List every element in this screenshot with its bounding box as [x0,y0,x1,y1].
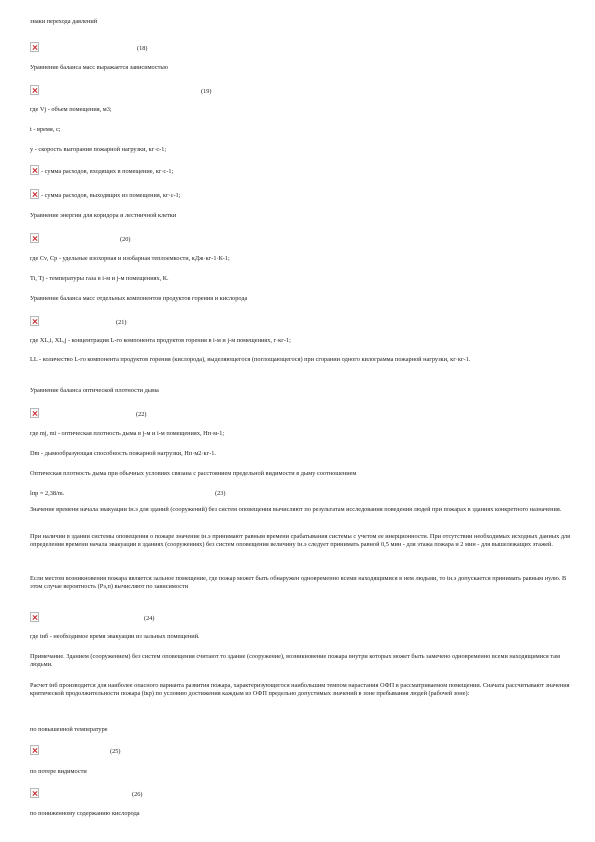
equation-number: (26) [132,791,143,798]
text-line: где mj, mi - оптическая плотность дыма в j-м и i-м помещениях, Нп·м-1; [30,430,225,437]
sum-inflow-row [30,165,575,177]
equation-20 [30,233,575,245]
text-line: Уравнение баланса масс выражается зависимостью [30,64,168,71]
equation-number: (25) [110,748,121,755]
text-line: t - время, с; [30,126,61,133]
text-line: - сумма расходов, выходящих из помещения, кг·с-1; [41,192,181,199]
broken-image-icon [30,788,39,798]
text-paragraph: Значение времени начала эвакуации tн.э для зданий (сооружений) без систем оповещения вычисляют по результатам исследования поведения людей при пожарах в зданиях конкретного назначения. [30,506,562,513]
broken-image-icon [30,316,39,326]
broken-image-icon [30,85,39,95]
equation-number: (18) [137,45,148,52]
text-line: Dm - дымообразующая способность пожарной нагрузки, Нп·м2·кг-1. [30,450,217,457]
text-line: Ti, Tj - температуры газа в i-м и j-м помещениях, К. [30,275,169,282]
equation-number: (24) [144,615,155,622]
text-line: y - скорость выгорания пожарной нагрузки, кг·с-1; [30,146,167,153]
text-paragraph: Расчет tнб производится для наиболее опасного варианта развития пожара, характеризующегося наибольшим темпом нарастания ОФП в рассматриваемом помещении. Сначата рассчитывают значения критической продолжительности пожара (tкр) по условию достижения каждым из ОФП предельно допустимых значений в зоне пребывания людей (рабочей зоне): [30,682,570,698]
text-line: по повышенной температуре [30,726,108,733]
text-line: где Vj - объем помещения, м3; [30,106,112,113]
equation-18 [30,42,575,54]
equation-25 [30,745,575,757]
text-line: - сумма расходов, входящих в помещение, кг·с-1; [41,168,174,175]
text-line: где Cv, Cp - удельные изохорная и изобарная теплоемкости, кДж·кг-1·К-1; [30,255,230,262]
text-line: где XL,i, XL,j - концентрация L-го компонента продуктов горения в i-м и j-м помещениях, г·кг-1; [30,337,291,344]
text-paragraph: Примечание. Зданием (сооружением) без систем оповещения считают то здание (сооружение), возникновение пожара внутри которых может быть замечено одновременно всеми находящимися там людьми. [30,653,560,669]
text-line: Оптическая плотность дыма при обычных условиях связана с расстоянием предельной видимости в дыму соотношением [30,470,357,477]
text-paragraph: При наличии в здании системы оповещения о пожаре значение tн.э принимают равным времени срабатывания системы с учетом ее инерционности. При отсутствии необходимых исходных данных для определения времени начала эвакуации в зданиях (сооружениях) без систем оповещения величину tн.э следует принимать равной 0,5 мин - для этажа пожара и 2 мин - для вышележащих этажей. [30,533,571,549]
text-line: по пониженному содержанию кислорода [30,810,140,817]
equation-26 [30,788,575,800]
text-paragraph: Если местом возникновения пожара является зальное помещение, где пожар может быть обнаружен одновременно всеми находящимися в нем людьми, то tн.э допускается принимать равным нулю. В этом случае вероятность (Pэ,п) вычисляют по зависимости [30,575,567,591]
text-line: lпр = 2,38/m. [30,490,65,497]
text-line: по потере видимости [30,768,87,775]
text-line: Уравнение баланса масс отдельных компонентов продуктов горения и кислорода [30,295,248,302]
equation-19 [30,85,575,97]
text-line: Уравнение энергии для коридора и лестничной клетки [30,212,177,219]
text-line: где tнб - необходимое время эвакуации из зальных помещений. [30,633,200,640]
broken-image-icon [30,189,39,199]
broken-image-icon [30,612,39,622]
broken-image-icon [30,408,39,418]
equation-number: (19) [201,88,212,95]
equation-21 [30,316,575,328]
equation-number: (21) [116,319,127,326]
broken-image-icon [30,745,39,755]
text-line: Уравнение баланса оптической плотности дыма [30,387,159,394]
text-line: знаки перехода давлений [30,18,98,25]
equation-24 [30,612,575,624]
equation-number: (22) [136,411,147,418]
equation-22 [30,408,575,420]
text-paragraph: LL - количество L-го компонента продуктов горения (кислорода), выделяющегося (поглощающегося) при сгорании одного килограмма пожарной нагрузки, кг·кг-1. [30,356,471,363]
equation-23 [30,487,575,499]
broken-image-icon [30,165,39,175]
sum-outflow-row [30,189,575,201]
broken-image-icon [30,233,39,243]
broken-image-icon [30,42,39,52]
equation-number: (20) [120,236,131,243]
equation-number: (23) [215,490,226,497]
